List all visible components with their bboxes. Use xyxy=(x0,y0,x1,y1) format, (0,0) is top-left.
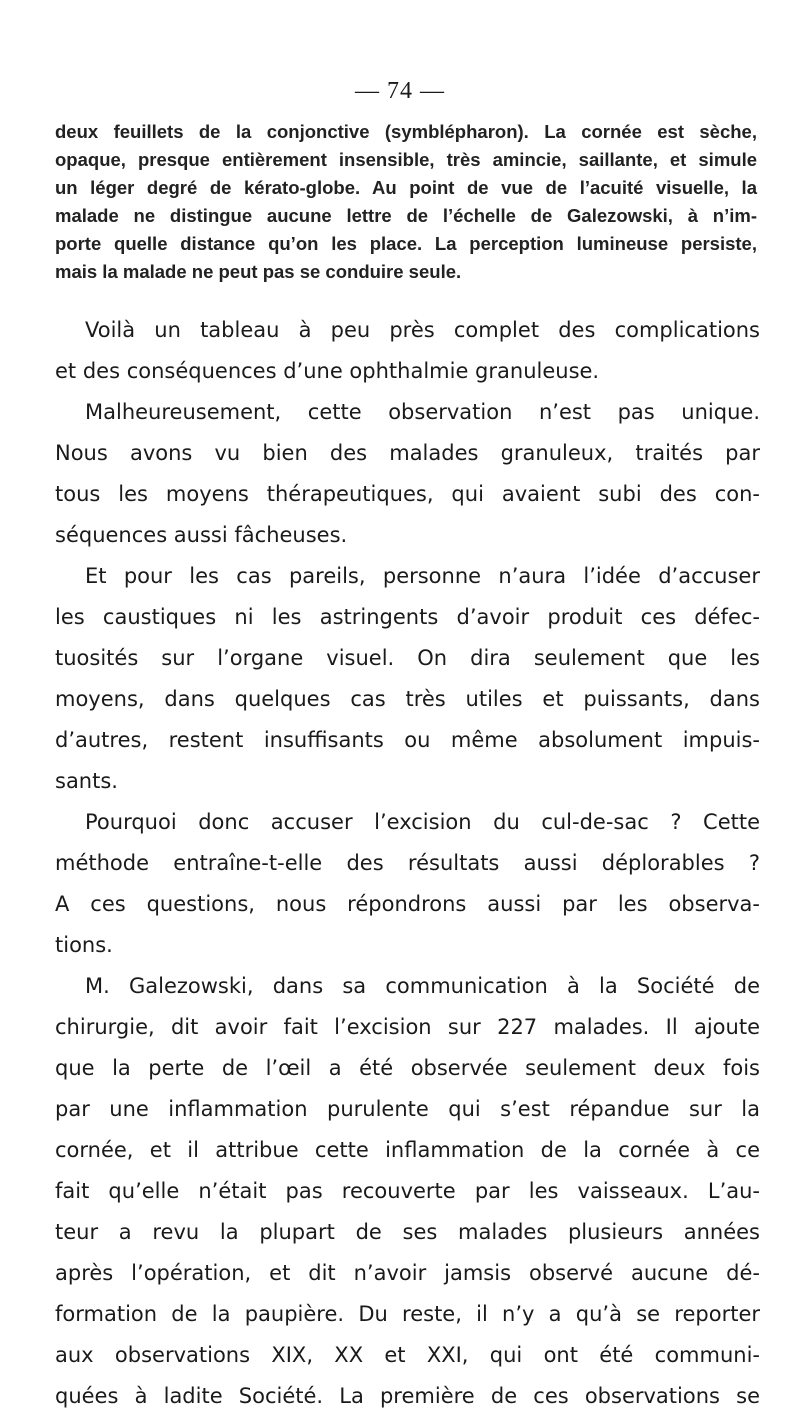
small-print-paragraph xyxy=(55,118,757,286)
text-line: aux observations XIX, XX et XXI, qui ont été communi- xyxy=(55,1343,760,1367)
text-line: moyens, dans quelques cas très utiles et puissants, dans xyxy=(55,687,760,711)
text-line: teur a revu la plupart de ses malades plusieurs années xyxy=(55,1220,760,1244)
text-line: tuosités sur l’organe visuel. On dira seulement que les xyxy=(55,646,760,670)
paragraph-first-line: M. Galezowski, dans sa communication à la Société de xyxy=(85,974,760,998)
text-line: tous les moyens thérapeutiques, qui avaient subi des con- xyxy=(55,482,760,506)
text-line: d’autres, restent insuffisants ou même absolument impuis- xyxy=(55,728,760,752)
text-line: que la perte de l’œil a été observée seulement deux fois xyxy=(55,1056,760,1080)
text-line: après l’opération, et dit n’avoir jamsis observé aucune dé- xyxy=(55,1261,760,1285)
text-line: formation de la paupière. Du reste, il n’y a qu’à se reporter xyxy=(55,1302,760,1326)
text-line: sants. xyxy=(55,769,118,793)
text-line: méthode entraîne-t-elle des résultats aussi déplorables ? xyxy=(55,851,760,875)
paragraph-first-line: Malheureusement, cette observation n’est pas unique. xyxy=(85,400,760,424)
text-line: et des conséquences d’une ophthalmie granuleuse. xyxy=(55,359,600,383)
text-line: mais la malade ne peut pas se conduire seule. xyxy=(55,261,462,282)
text-line: opaque, presque entièrement insensible, très amincie, saillante, et simule xyxy=(55,149,757,170)
text-line: chirurgie, dit avoir fait l’excision sur 227 malades. Il ajoute xyxy=(55,1015,760,1039)
text-line: fait qu’elle n’était pas recouverte par les vaisseaux. L’au- xyxy=(55,1179,760,1203)
text-line: tions. xyxy=(55,933,113,957)
text-line: cornée, et il attribue cette inflammation de la cornée à ce xyxy=(55,1138,760,1162)
text-line: quées à ladite Société. La première de ces observations se xyxy=(55,1384,760,1408)
text-line: séquences aussi fâcheuses. xyxy=(55,523,348,547)
page-number: — 74 — xyxy=(355,78,445,104)
text-line: Nous avons vu bien des malades granuleux, traités par xyxy=(55,441,760,465)
text-line: un léger degré de kérato-globe. Au point de vue de l’acuité visuelle, la xyxy=(55,177,757,198)
text-line: par une inflammation purulente qui s’est répandue sur la xyxy=(55,1097,760,1121)
main-text xyxy=(55,310,760,1417)
paragraph-first-line: Voilà un tableau à peu près complet des complications xyxy=(85,318,760,342)
text-line: porte quelle distance qu’on les place. La perception lumineuse persiste, xyxy=(55,233,757,254)
text-line: les caustiques ni les astringents d’avoir produit ces défec- xyxy=(55,605,760,629)
paragraph-first-line: Et pour les cas pareils, personne n’aura l’idée d’accuser xyxy=(85,564,760,588)
text-line: A ces questions, nous répondrons aussi par les observa- xyxy=(55,892,760,916)
paragraph-first-line: Pourquoi donc accuser l’excision du cul-de-sac ? Cette xyxy=(85,810,760,834)
text-line: deux feuillets de la conjonctive (symblépharon). La cornée est sèche, xyxy=(55,121,757,142)
text-line: malade ne distingue aucune lettre de l’échelle de Galezowski, à n’im- xyxy=(55,205,757,226)
